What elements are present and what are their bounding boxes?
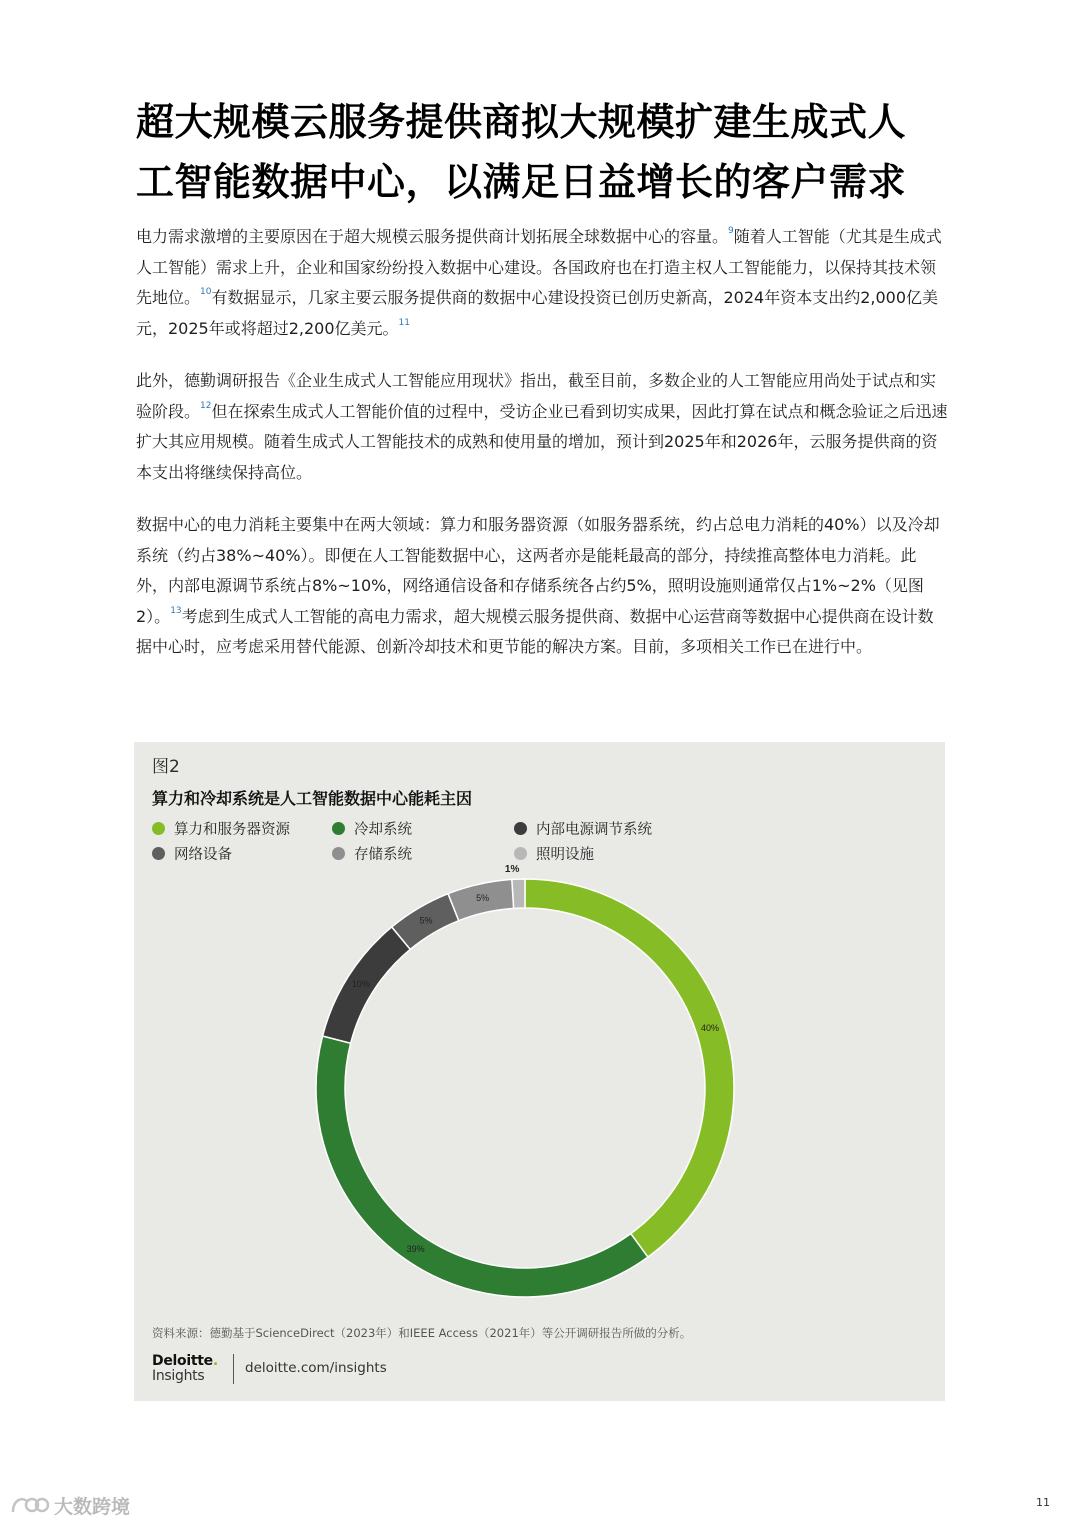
footnote-ref-11[interactable]: 11	[398, 317, 410, 328]
paragraph-1-text-b: 随着人工智能（尤其是生成式人工智能）需求上升，企业和国家纷纷投入数据中心建设。各国政府也在打造主权人工智能能力，以保持其技术领先地位。	[136, 227, 942, 308]
donut-slice	[316, 1036, 648, 1297]
brand-name-text: Deloitte	[152, 1353, 213, 1369]
legend-label: 网络设备	[174, 847, 232, 863]
heading-line-2: 工智能数据中心，以满足日益增长的客户需求	[136, 160, 907, 204]
page-heading	[136, 92, 966, 212]
legend-label: 存储系统	[354, 847, 412, 863]
paragraph-1-text-a: 电力需求激增的主要原因在于超大规模云服务提供商计划拓展全球数据中心的容量。	[136, 227, 729, 246]
slice-value-label: 5%	[419, 915, 433, 926]
watermark-text: 大数跨境	[54, 1495, 131, 1518]
paragraph-2	[136, 366, 948, 488]
page-number: 11	[1036, 1496, 1050, 1509]
legend-label: 算力和服务器资源	[174, 822, 290, 838]
slice-value-label: 10%	[351, 978, 370, 989]
brand-divider	[233, 1354, 234, 1384]
figure-label: 图2	[152, 757, 180, 777]
footnote-ref-13[interactable]: 13	[170, 605, 182, 616]
figure-2	[134, 742, 945, 1401]
paragraph-3-text-b: 考虑到生成式人工智能的高电力需求，超大规模云服务提供商、数据中心运营商等数据中心提供商在设计数据中心时，应考虑采用替代能源、创新冷却技术和更节能的解决方案。目前，多项相关工作已在进行中。	[136, 606, 934, 657]
footnote-ref-9[interactable]: 9	[728, 226, 734, 236]
slice-value-label: 1%	[504, 864, 520, 876]
paragraph-2-text-a: 此外，德勤调研报告《企业生成式人工智能应用现状》指出，截至目前，多数企业的人工智能应用尚处于试点和实验阶段。	[136, 371, 937, 421]
brand-subtitle: Insights	[152, 1368, 205, 1384]
chart-title: 算力和冷却系统是人工智能数据中心能耗主因	[152, 789, 473, 808]
slice-value-label: 39%	[406, 1243, 425, 1254]
brand-url-link[interactable]: deloitte.com/insights	[245, 1360, 387, 1376]
donut-slice	[525, 879, 734, 1257]
footnote-ref-12[interactable]: 12	[200, 400, 212, 411]
donut-slice	[512, 879, 525, 908]
paragraph-2-text-b: 但在探索生成式人工智能价值的过程中，受访企业已看到切实成果，因此打算在试点和概念验证之后迅速扩大其应用规模。随着生成式人工智能技术的成熟和使用量的增加，预计到2025年和2026年，云服务提供商的资本支出将继续保持高位。	[136, 401, 948, 482]
paragraph-3	[136, 510, 948, 663]
brand-dot: .	[212, 1353, 218, 1369]
donut-chart	[134, 742, 945, 1322]
figure-source: 资料来源：德勤基于ScienceDirect（2023年）和IEEE Access（2021年）等公开调研报告所做的分析。	[152, 1326, 692, 1340]
legend-label: 内部电源调节系统	[536, 822, 652, 838]
watermark-logo-icon	[10, 1492, 50, 1518]
deloitte-insights-logo	[152, 1351, 552, 1387]
paragraph-1	[136, 222, 948, 344]
paragraph-3-text-a: 数据中心的电力消耗主要集中在两大领域：算力和服务器资源（如服务器系统，约占总电力消耗的40%）以及冷却系统（约占38%~40%）。即便在人工智能数据中心，这两者亦是能耗最高的部分，持续推高整体电力消耗。此外，内部电源调节系统占8%~10%，网络通信设备和存储系统各占约5%，照明设施则通常仅占1%~2%（见图2）。	[136, 515, 940, 626]
brand-name	[152, 1353, 218, 1369]
paragraph-1-text-c: 有数据显示，几家主要云服务提供商的数据中心建设投资已创历史新高，2024年资本支出约2,000亿美元，2025年或将超过2,200亿美元。	[136, 288, 938, 338]
slice-value-label: 5%	[476, 893, 490, 904]
slice-value-label: 40%	[700, 1022, 719, 1033]
watermark	[10, 1490, 145, 1520]
legend-label: 冷却系统	[354, 822, 412, 838]
heading-line-1: 超大规模云服务提供商拟大规模扩建生成式人	[136, 100, 907, 144]
legend-label: 照明设施	[536, 847, 594, 863]
footnote-ref-10[interactable]: 10	[200, 287, 212, 298]
